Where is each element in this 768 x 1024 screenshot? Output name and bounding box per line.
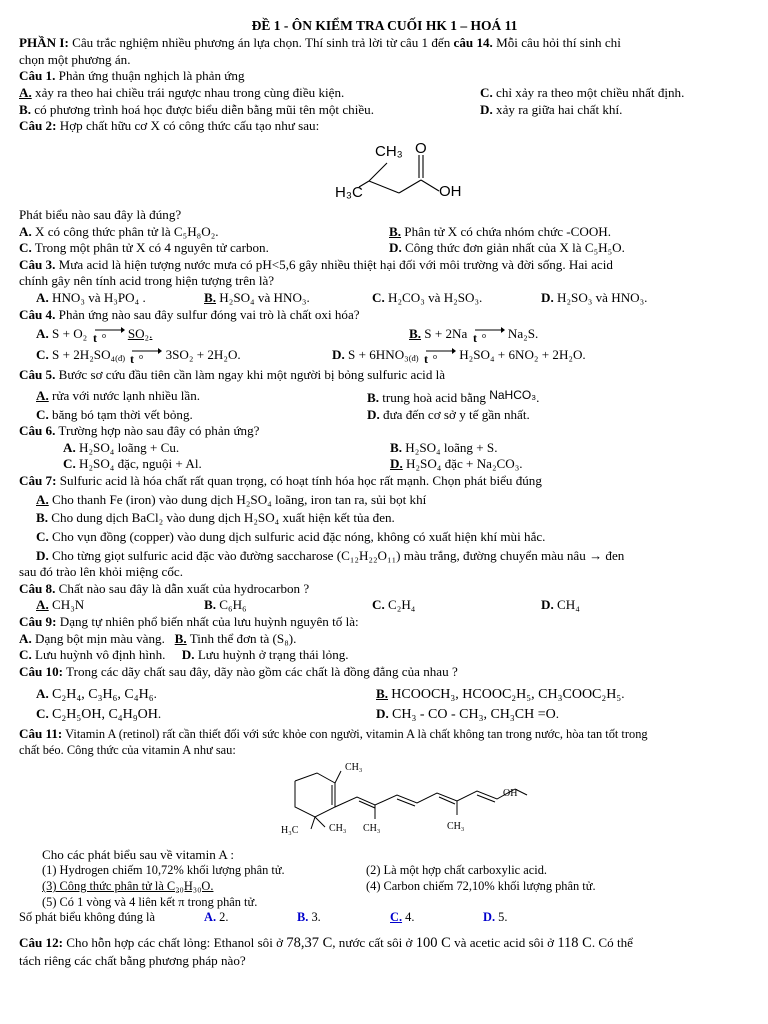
q11-stem-text-1: Vitamin A (retinol) rất cần thiết đối với sức khỏe con người, vitamin A là chất không tan trong nước, hòa tan tốt trong — [62, 727, 648, 742]
q10-c-letter: C. — [36, 706, 49, 722]
q11-option-d[interactable] — [483, 910, 507, 926]
svg-text:t: t — [472, 331, 477, 346]
q7-option-c[interactable] — [19, 529, 750, 546]
q2-b-text: Phân tử X có chứa nhóm chức -COOH. — [404, 223, 612, 239]
q9-c-text: Lưu huỳnh vô định hình. — [35, 647, 166, 663]
q4-stem-text: Phản ứng nào sau đây sulfur đóng vai trò là chất oxi hóa? — [55, 306, 360, 322]
q8-option-a[interactable] — [36, 597, 204, 614]
q4-c-left: S + 2H₂SO₄ — [52, 347, 116, 363]
q11-ch3-top-label: CH₃ — [345, 761, 363, 773]
q5-label: Câu 5. — [19, 367, 56, 383]
q6-d-text: H₂SO₄ đặc + Na₂CO₃. — [406, 456, 523, 472]
q10-b-letter: B. — [376, 685, 389, 701]
q4-d-letter: D. — [332, 347, 345, 363]
part1-instructions — [19, 35, 750, 52]
q11-bond-ch3-top — [335, 771, 341, 783]
q9-b-letter: B. — [174, 630, 187, 646]
q7-stem-text: Sulfuric acid là hóa chất rất quan trọng, có hoạt tính hóa học rất mạnh. Chọn phát biểu đúng — [56, 473, 542, 489]
q1-c-letter: C. — [480, 85, 493, 101]
q3-b-text: H₂SO₄ và HNO₃. — [219, 290, 310, 306]
q11-chain-double-2 — [397, 799, 415, 806]
q8-c-letter: C. — [372, 597, 385, 613]
q8-d-text: CH₄ — [557, 597, 580, 613]
q3-d-letter: D. — [541, 290, 554, 306]
q9-label: Câu 9: — [19, 614, 57, 630]
q1-d-letter: D. — [480, 101, 493, 117]
q4-a-letter: A. — [36, 326, 49, 342]
q4-c-reaction-arrow-icon — [128, 347, 162, 367]
q12-stem-2: tách riêng các chất bằng phương pháp nào? — [19, 952, 246, 968]
q3-a-letter: A. — [36, 290, 49, 306]
q11-oh-label: OH — [503, 787, 518, 799]
q9-option-d[interactable] — [182, 647, 349, 662]
q10-c-text: C₂H₅OH, C₄H₉OH — [52, 707, 158, 723]
q5-stem-text: Bước sơ cứu đầu tiên cần làm ngay khi một người bị bỏng sulfuric acid là — [55, 367, 446, 383]
q2-oh-label: OH — [439, 182, 462, 200]
q2-a-letter: A. — [19, 223, 32, 239]
q8-label: Câu 8. — [19, 580, 56, 596]
q11-option-a[interactable] — [204, 910, 297, 926]
q1-stem — [19, 68, 750, 85]
q7-option-d[interactable] — [19, 548, 750, 565]
q3-label: Câu 3. — [19, 256, 56, 272]
q11-ch3-b-label: CH₃ — [363, 822, 381, 834]
q11-b-text: 3. — [311, 910, 321, 925]
q8-b-letter: B. — [204, 597, 217, 613]
q2-option-a[interactable] — [19, 224, 389, 241]
q9-options-row1 — [19, 631, 750, 648]
q2-h3c-label: H₃C — [335, 183, 363, 201]
q11-c-text: 4. — [405, 910, 415, 925]
q10-option-c[interactable]: C. C₂H₅OH, C₄H₉OH. — [36, 706, 162, 723]
q2-bond-5 — [421, 180, 439, 191]
q11-option-c[interactable] — [390, 910, 483, 926]
q5-a-letter: A. — [36, 387, 49, 403]
q3-d-text: H₂SO₃ và HNO₃. — [557, 290, 648, 306]
q8-option-b[interactable] — [204, 597, 372, 614]
q7-option-b[interactable] — [19, 510, 750, 527]
q1-c-text: chỉ xảy ra theo một chiều nhất định. — [496, 85, 685, 101]
q4-c-right: 3SO₂ + 2H₂O. — [165, 347, 241, 363]
q11-d-text: 5. — [498, 910, 508, 925]
q3-option-c[interactable] — [372, 290, 541, 307]
q4-c-letter: C. — [36, 347, 49, 363]
q2-options-row2 — [19, 240, 750, 257]
q11-a-text: 2. — [219, 910, 229, 925]
q7-stem — [19, 473, 750, 490]
q10-option-b[interactable]: B. HCOOCH₃, HCOOC₂H₅, CH₃COOC₂H₅. — [376, 685, 625, 702]
q9-a-text: Dạng bột mịn màu vàng. — [35, 630, 165, 646]
q8-options — [19, 597, 750, 614]
q12-label: Câu 12: — [19, 935, 64, 951]
q11-options — [19, 910, 750, 926]
q1-a-text: xảy ra theo hai chiều trái ngược nhau trong cùng điều kiện. — [35, 85, 345, 101]
q9-a-letter: A. — [19, 630, 32, 646]
q7-label: Câu 7: — [19, 473, 57, 489]
q6-b-letter: B. — [390, 439, 403, 455]
part1-instructions-2: chọn một phương án. — [19, 51, 131, 67]
q1-options-row2 — [19, 102, 750, 119]
q5-b-letter: B. — [367, 389, 380, 405]
q9-d-letter: D. — [181, 647, 195, 663]
svg-text:t: t — [130, 352, 135, 367]
q8-a-letter: A. — [36, 597, 49, 613]
q11-bond-gem1 — [311, 817, 315, 829]
q9-stem — [19, 614, 750, 631]
q11-statements-row1 — [19, 863, 750, 879]
svg-text:o: o — [139, 352, 144, 362]
q5-d-text: đưa đến cơ sở y tế gần nhất. — [383, 406, 530, 422]
q2-structure-svg — [19, 135, 750, 207]
q6-stem-text: Trường hợp nào sau đây có phản ứng? — [55, 423, 260, 439]
q11-chain-double-3 — [439, 797, 455, 804]
svg-text:t: t — [92, 331, 97, 346]
q11-b-letter: B. — [297, 910, 309, 925]
q9-option-b[interactable] — [175, 631, 297, 646]
q1-option-b[interactable] — [19, 102, 480, 119]
q11-ask: Số phát biểu không đúng là — [19, 910, 155, 925]
q4-b-letter: B. — [409, 326, 422, 342]
q6-option-a[interactable] — [63, 440, 390, 457]
q5-options-row1 — [19, 388, 750, 407]
q1-option-c[interactable] — [480, 85, 750, 102]
q11-h3c-label: H₃C — [281, 824, 299, 836]
q4-d-reaction-arrow-icon — [422, 347, 456, 367]
q2-option-d[interactable] — [389, 240, 750, 257]
q7-d-letter: D. — [36, 547, 49, 563]
q10-options-row1 — [19, 686, 750, 704]
q12-ethanol-bp: 78,37 C — [286, 935, 333, 952]
q9-options-row2 — [19, 647, 750, 664]
q3-stem — [19, 257, 750, 274]
svg-text:o: o — [481, 331, 486, 341]
q4-d-sub: (đ) — [408, 353, 419, 364]
q5-option-a[interactable] — [36, 388, 367, 407]
q11-ch3-a-label: CH₃ — [329, 822, 347, 834]
q5-a-text: rửa với nước lạnh nhiều lần. — [52, 387, 201, 403]
q11-d-letter: D. — [483, 910, 496, 925]
q2-option-c[interactable] — [19, 240, 389, 257]
q4-option-b[interactable] — [389, 326, 538, 346]
q10-option-d[interactable]: D. CH₃ - CO - CH₃, CH₃CH =O. — [376, 706, 560, 723]
q8-option-d[interactable] — [541, 597, 580, 614]
q11-intro: Cho các phát biểu sau về vitamin A : — [42, 846, 235, 862]
q2-c-letter: C. — [19, 240, 32, 256]
q11-chain-double-4 — [477, 795, 495, 802]
q11-statement-4: (4) Carbon chiếm 72,10% khối lượng phân tử. — [366, 878, 596, 893]
q4-b-reaction-arrow-icon — [471, 326, 505, 346]
q4-d-right: H₂SO₄ + 6NO₂ + 2H₂O. — [459, 347, 586, 363]
q2-d-letter: D. — [389, 240, 402, 256]
exam-page — [19, 17, 750, 969]
q10-options-row2 — [19, 706, 750, 724]
q11-ring — [295, 773, 335, 817]
q2-structure-figure — [19, 135, 750, 207]
part1-label: PHẦN I: — [19, 35, 69, 51]
q11-ch3-c-label: CH₃ — [447, 820, 465, 832]
q11-a-letter: A. — [204, 910, 217, 925]
q12-text-2: , nước cất sôi ở — [332, 935, 416, 951]
q5-d-letter: D. — [367, 406, 380, 422]
svg-text:o: o — [101, 331, 106, 341]
q2-bond-3 — [369, 181, 399, 193]
q12-stem — [19, 934, 750, 952]
q3-stem-2: chính gây nên tính acid trong hiện tượng trên là? — [19, 273, 275, 289]
q10-stem-text: Trong các dãy chất sau đây, dãy nào gồm các chất là đồng đẳng của nhau ? — [63, 663, 458, 679]
q11-label: Câu 11: — [19, 726, 63, 742]
q6-c-text: H₂SO₄ đặc, nguội + Al. — [79, 456, 202, 472]
svg-text:t: t — [423, 352, 428, 367]
q5-options-row2 — [19, 407, 750, 424]
q1-d-text: xảy ra giữa hai chất khí. — [496, 101, 623, 117]
exam-title: ĐỀ 1 - ÔN KIỂM TRA CUỐI HK 1 – HOÁ 11 — [251, 18, 518, 33]
q8-a-text: CH₃N — [52, 597, 85, 613]
q4-label: Câu 4. — [19, 306, 56, 322]
q9-c-letter: C. — [19, 647, 32, 663]
q4-option-d[interactable] — [332, 347, 586, 367]
q3-b-letter: B. — [204, 290, 217, 306]
q8-option-c[interactable] — [372, 597, 541, 614]
q4-a-left: S + O₂ — [52, 326, 88, 342]
q7-b-letter: B. — [36, 510, 49, 526]
q2-d-text: Công thức đơn giản nhất của X là C₅H₅O. — [405, 240, 625, 256]
q4-d-left: S + 6HNO₃ — [348, 347, 409, 363]
part1-bold-end: câu 14. — [453, 35, 493, 51]
q11-statements-row2 — [19, 879, 750, 895]
q3-stem-text-1: Mưa acid là hiện tượng nước mưa có pH<5,6 gây nhiều thiệt hại đối với môi trường và đời sống. Hai acid — [55, 256, 613, 272]
q9-stem-text: Dạng tự nhiên phổ biến nhất của lưu huỳnh nguyên tố là: — [56, 614, 359, 630]
q6-option-b[interactable] — [390, 440, 497, 457]
q4-b-right: Na₂S. — [507, 326, 539, 342]
q4-options-row2 — [19, 347, 750, 367]
q7-option-d-cont: sau đó trào lên khỏi miệng cốc. — [19, 564, 183, 580]
q6-c-letter: C. — [63, 456, 76, 472]
q8-d-letter: D. — [541, 597, 554, 613]
q9-d-text: Lưu huỳnh ở trạng thái lỏng. — [197, 647, 349, 663]
q4-options-row1 — [19, 326, 750, 346]
q11-chain — [335, 787, 518, 807]
q10-d-text: CH₃ - CO - CH₃, CH₃CH =O — [392, 707, 556, 723]
q6-option-d[interactable] — [390, 456, 523, 473]
q5-option-c[interactable] — [36, 407, 367, 424]
q2-b-letter: B. — [389, 223, 402, 239]
q6-stem — [19, 423, 750, 440]
q11-option-b[interactable] — [297, 910, 390, 926]
q1-label: Câu 1. — [19, 68, 56, 84]
q12-text-1: Cho hỗn hợp các chất lỏng: Ethanol sôi ở — [63, 935, 287, 951]
q3-c-text: H₂CO₃ và H₂SO₃. — [388, 290, 483, 306]
q8-c-text: C₂H₄ — [388, 597, 416, 613]
q4-c-sub: (đ) — [115, 353, 126, 364]
q11-statement-3: (3) Công thức phân tử là C₂₀H₃₀O. — [42, 878, 214, 893]
q9-option-c[interactable] — [19, 647, 165, 662]
q8-b-text: C₆H₆ — [219, 597, 247, 613]
q1-b-letter: B. — [19, 101, 32, 117]
q5-c-letter: C. — [36, 406, 49, 422]
q2-stem — [19, 118, 750, 135]
q8-stem-text: Chất nào sau đây là dẫn xuất của hydrocarbon ? — [55, 580, 310, 596]
q10-label: Câu 10: — [19, 663, 64, 679]
q4-stem — [19, 307, 750, 324]
q6-options-row2 — [19, 456, 750, 473]
q9-option-a[interactable] — [19, 631, 165, 646]
q4-a-reaction-arrow-icon — [91, 326, 125, 346]
q6-label: Câu 6. — [19, 423, 56, 439]
q12-text-3: và acetic acid sôi ở — [450, 935, 558, 951]
q2-c-text: Trong một phân tử X có 4 nguyên tử carbon. — [34, 240, 269, 256]
q4-option-c[interactable] — [36, 347, 332, 367]
q2-ch3-label: CH₃ — [375, 142, 403, 160]
q2-o-label: O — [415, 139, 427, 157]
q1-option-d[interactable] — [480, 102, 750, 119]
q5-b-text: trung hoà acid bằng — [382, 389, 490, 405]
q7-a-letter: A. — [36, 491, 49, 507]
q4-b-left: S + 2Na — [424, 326, 468, 342]
q7-c-letter: C. — [36, 528, 49, 544]
q10-stem — [19, 664, 750, 681]
q11-stem — [19, 726, 750, 743]
q9-b-text: Tinh thể đơn tà (S₈). — [189, 630, 297, 646]
q6-d-letter: D. — [390, 456, 403, 472]
q5-c-text: băng bó tạm thời vết bỏng. — [52, 406, 193, 422]
q2-option-b[interactable] — [389, 224, 750, 241]
q6-option-c[interactable] — [63, 456, 390, 473]
q11-statement-2: (2) Là một hợp chất carboxylic acid. — [366, 863, 547, 878]
q11-stem-2: chất béo. Công thức của vitamin A như sau: — [19, 742, 236, 757]
q1-a-letter: A. — [19, 85, 32, 101]
q3-a-text: HNO₃ và H₃PO₄ . — [52, 290, 146, 306]
q2-a-text: X có công thức phân tử là C₅H₈O₂. — [35, 223, 219, 239]
q7-c-text: Cho vụn đồng (copper) vào dung dịch sulfuric acid đặc nóng, không có xuất hiện khí mùi hắc. — [52, 528, 546, 544]
q3-c-letter: C. — [372, 290, 385, 306]
q3-option-b[interactable] — [204, 290, 372, 307]
q1-options-row1 — [19, 85, 750, 102]
q6-b-text: H₂SO₄ loãng + S. — [405, 439, 498, 455]
q6-options-row1 — [19, 440, 750, 457]
q2-stem-text: Hợp chất hữu cơ X có công thức cấu tạo như sau: — [56, 118, 320, 134]
q10-a-text: C₂H₄, C₃H₆, C₄H₆ — [52, 686, 154, 702]
q3-option-d[interactable] — [541, 290, 647, 307]
q3-options — [19, 290, 750, 307]
part1-text-a: Câu trắc nghiệm nhiều phương án lựa chọn. Thí sinh trả lời từ câu 1 đến — [68, 35, 454, 51]
q2-bond-2 — [369, 163, 387, 181]
q10-d-letter: D. — [376, 706, 389, 722]
q11-vitamin-a-svg — [19, 759, 750, 851]
q1-option-a[interactable] — [19, 85, 480, 102]
q5-option-d[interactable] — [367, 407, 530, 424]
q12-water-bp: 100 C — [415, 935, 451, 952]
q11-statement-5: (5) Có 1 vòng và 4 liên kết π trong phân tử. — [42, 894, 258, 909]
q11-statement-1: (1) Hydrogen chiếm 10,72% khối lượng phân tử. — [42, 863, 285, 878]
q5-stem — [19, 367, 750, 384]
q1-stem-text: Phản ứng thuận nghịch là phản ứng — [55, 68, 245, 84]
q8-stem — [19, 581, 750, 598]
q1-b-text: có phương trình hoá học được biểu diễn bằng mũi tên một chiều. — [34, 101, 374, 117]
q5-b-formula: NaHCO₃ — [489, 387, 537, 402]
q2-label: Câu 2: — [19, 118, 57, 134]
q11-chain-double-1 — [359, 801, 375, 808]
q11-bond-gem2 — [315, 817, 325, 827]
q2-bond-4 — [399, 180, 421, 193]
q10-option-a[interactable]: A. C₂H₄, C₃H₆, C₄H₆. — [36, 685, 157, 702]
q10-a-letter: A. — [36, 685, 49, 701]
q12-acetic-bp: 118 C — [557, 935, 592, 952]
q11-c-letter: C. — [390, 910, 403, 925]
q7-b-text: Cho dung dịch BaCl₂ vào dung dịch H₂SO₄ xuất hiện kết tủa đen. — [51, 510, 395, 526]
q7-a-text: Cho thanh Fe (iron) vào dung dịch H₂SO₄ loãng, iron tan ra, sủi bọt khí — [52, 491, 427, 507]
q7-option-a[interactable] — [19, 492, 750, 509]
q6-a-letter: A. — [63, 439, 76, 455]
q2-ask: Phát biểu nào sau đây là đúng? — [19, 206, 182, 222]
q4-option-a[interactable] — [36, 326, 389, 346]
part1-text-b: Mỗi câu hỏi thí sinh chỉ — [492, 35, 621, 51]
q5-option-b[interactable]: B. trung hoà acid bằng NaHCO₃. — [367, 387, 540, 405]
q3-option-a[interactable] — [36, 290, 204, 307]
q4-a-right: SO₂. — [127, 326, 153, 342]
q12-text-4: . Có thể — [591, 935, 633, 951]
svg-text:o: o — [432, 352, 437, 362]
q10-b-text: HCOOCH₃, HCOOC₂H₅, CH₃COOC₂H₅ — [391, 686, 622, 702]
q11-vitamin-a-figure — [19, 759, 750, 847]
q7-d-text-1: Cho từng giọt sulfuric acid đặc vào đường saccharose (C₁₂H₂₂O₁₁) màu trắng, đường chuyển màu nâu → đen — [52, 547, 625, 563]
q2-options-row1 — [19, 224, 750, 241]
q6-a-text: H₂SO₄ loãng + Cu. — [79, 439, 180, 455]
